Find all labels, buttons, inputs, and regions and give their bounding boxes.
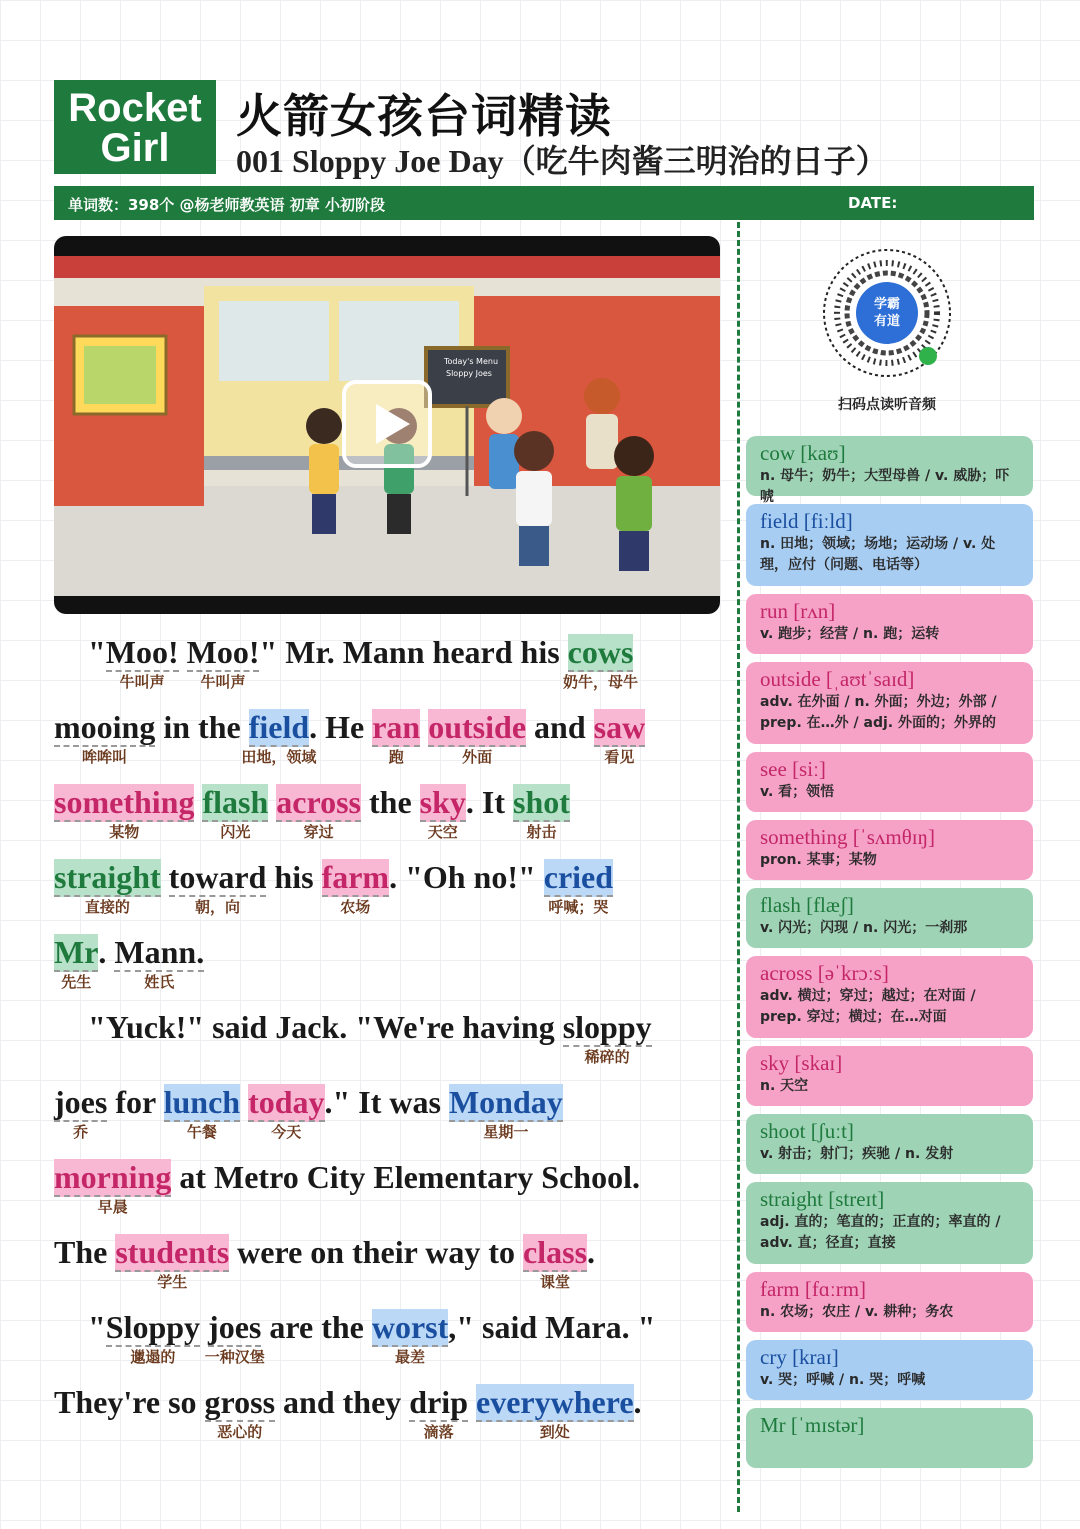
glossed-word[interactable] xyxy=(321,855,390,916)
highlighted-word: shot xyxy=(513,784,570,820)
story-line xyxy=(54,1155,718,1230)
glossed-word[interactable] xyxy=(371,1305,449,1366)
vocab-definition: adv. 在外面 / n. 外面；外边；外部 / prep. 在…外 / adj. 外面的；外界的 xyxy=(760,694,997,731)
vocab-definition: v. 跑步；经营 / n. 跑；运转 xyxy=(760,626,940,642)
underlined-word: joes xyxy=(54,1084,108,1120)
info-bar xyxy=(54,186,1034,220)
logo-line-2: Girl xyxy=(100,126,170,170)
highlighted-word: Monday xyxy=(448,1084,563,1120)
glossed-word[interactable] xyxy=(241,705,317,766)
qr-center-line-1: 学霸 xyxy=(873,297,901,312)
vocab-card[interactable] xyxy=(746,1046,1033,1106)
glossed-word[interactable] xyxy=(593,705,646,766)
glossed-word[interactable] xyxy=(543,855,614,916)
glossed-word[interactable] xyxy=(114,930,205,991)
vocab-definition: n. 农场；农庄 / v. 耕种；务农 xyxy=(760,1304,954,1320)
vocab-headword: across [əˈkrɔːs] xyxy=(760,961,889,985)
vocab-definition: v. 射击；射门；疾驰 / n. 发射 xyxy=(760,1146,954,1162)
vocab-headword: cow [kaʊ] xyxy=(760,441,846,465)
page-title: 火箭女孩台词精读 xyxy=(236,89,612,143)
glossed-word[interactable] xyxy=(276,780,361,841)
story-text-run xyxy=(161,859,169,895)
highlighted-word: farm xyxy=(321,859,390,895)
chinese-gloss: 最差 xyxy=(395,1348,426,1366)
chinese-gloss: 先生 xyxy=(61,973,92,991)
story-text-run: . "Oh no!" xyxy=(389,859,544,895)
vocab-headword: shoot [ʃuːt] xyxy=(760,1119,854,1143)
glossed-word[interactable] xyxy=(475,1380,634,1441)
story-text-run: were on their way to xyxy=(229,1234,524,1270)
story-text-run: "Yuck!" said Jack. "We're having xyxy=(88,1009,563,1045)
glossed-word[interactable] xyxy=(54,855,161,916)
highlighted-word: something xyxy=(54,784,195,820)
chinese-gloss: 姓氏 xyxy=(144,973,175,991)
story-text-run xyxy=(268,784,276,820)
vocab-card[interactable] xyxy=(746,1272,1033,1332)
chinese-gloss: 今天 xyxy=(271,1123,302,1141)
vocab-definition: adv. 横过；穿过；越过；在对面 / prep. 穿过；横过；在…对面 xyxy=(760,988,976,1025)
glossed-word[interactable] xyxy=(419,780,466,841)
story-text-run: are the xyxy=(261,1309,372,1345)
story-line xyxy=(54,705,718,780)
vocab-definition: adj. 直的；笔直的；正直的；率直的 / adv. 直；径直；直接 xyxy=(760,1214,1001,1251)
vocab-card[interactable] xyxy=(746,436,1033,505)
chinese-gloss: 到处 xyxy=(539,1423,570,1441)
highlighted-word: everywhere xyxy=(475,1384,634,1420)
story-line xyxy=(54,855,718,930)
chinese-gloss: 学生 xyxy=(157,1273,188,1291)
chinese-gloss: 稀碎的 xyxy=(584,1048,630,1066)
story-text-run xyxy=(240,1084,248,1120)
story-text-run: ," said Mara. " xyxy=(448,1309,656,1345)
chinese-gloss: 呼喊；哭 xyxy=(548,898,609,916)
underlined-word: Moo! xyxy=(105,634,179,670)
vocab-definition: n. 母牛；奶牛；大型母兽 / v. 威胁；吓唬 xyxy=(760,468,1010,505)
chinese-gloss: 外面 xyxy=(462,748,493,766)
glossed-word[interactable] xyxy=(409,1380,468,1441)
story-line xyxy=(54,1305,718,1380)
story-text-run xyxy=(200,1309,208,1345)
vocab-headword: flash [flæʃ] xyxy=(760,893,854,917)
story-text-run xyxy=(420,709,428,745)
story-text-run xyxy=(179,634,187,670)
chinese-gloss: 牛叫声 xyxy=(200,673,246,691)
glossed-word[interactable] xyxy=(168,855,267,916)
story-text-run: . xyxy=(587,1234,596,1270)
highlighted-word: students xyxy=(115,1234,230,1270)
highlighted-word: straight xyxy=(54,859,161,895)
menu-line-2: Sloppy Joes xyxy=(446,369,492,378)
underlined-word: Mann. xyxy=(114,934,205,970)
highlighted-word: ran xyxy=(372,709,421,745)
vocab-headword: straight [streɪt] xyxy=(760,1187,885,1211)
underlined-word: mooing xyxy=(54,709,156,745)
vocab-headword: run [rʌn] xyxy=(760,599,836,623)
story-text-run: at Metro City Elementary School. xyxy=(171,1159,640,1195)
glossed-word[interactable] xyxy=(562,1005,652,1066)
story-text-run: . xyxy=(98,934,115,970)
highlighted-word: morning xyxy=(54,1159,172,1195)
chinese-gloss: 乔 xyxy=(73,1123,89,1141)
story-text-run: for xyxy=(107,1084,164,1120)
vocab-definition: v. 看；领悟 xyxy=(760,784,835,800)
chinese-gloss: 课堂 xyxy=(540,1273,571,1291)
play-button[interactable] xyxy=(344,382,430,466)
date-label: DATE: xyxy=(848,194,898,212)
qr-caption: 扫码点读听音频 xyxy=(838,397,936,413)
glossed-word[interactable] xyxy=(115,1230,230,1291)
vocab-card[interactable] xyxy=(746,956,1033,1038)
highlighted-word: lunch xyxy=(163,1084,241,1120)
mini-program-icon xyxy=(919,347,937,365)
story-text xyxy=(54,630,718,1455)
story-text-run: in the xyxy=(155,709,249,745)
vocab-headword: Mr [ˈmɪstər] xyxy=(760,1413,865,1437)
highlighted-word: cows xyxy=(567,634,634,670)
story-text-run xyxy=(468,1384,476,1420)
chinese-gloss: 哞哞叫 xyxy=(82,748,128,766)
vocab-definition: v. 哭；呼喊 / n. 哭；呼喊 xyxy=(760,1372,926,1388)
episode-title: 001 Sloppy Joe Day（吃牛肉酱三明治的日子） xyxy=(236,143,888,179)
story-text-run: They're so xyxy=(54,1384,205,1420)
vocab-headword: see [siː] xyxy=(760,757,826,781)
story-text-run: The xyxy=(54,1234,116,1270)
glossed-word[interactable] xyxy=(105,1305,201,1366)
vocab-card[interactable] xyxy=(746,1408,1033,1468)
qr-code[interactable] xyxy=(822,248,952,378)
vocab-card[interactable] xyxy=(746,504,1033,586)
story-text-run: and xyxy=(526,709,594,745)
underlined-word: drip xyxy=(409,1384,468,1420)
vocab-card[interactable] xyxy=(746,752,1033,812)
glossed-word[interactable] xyxy=(54,1080,108,1141)
vocab-headword: outside [ˌaʊtˈsaɪd] xyxy=(760,667,915,691)
glossed-word[interactable] xyxy=(163,1080,241,1141)
vocab-headword: farm [fɑːrm] xyxy=(760,1277,867,1301)
chinese-gloss: 邋遢的 xyxy=(130,1348,176,1366)
glossed-word[interactable] xyxy=(54,780,195,841)
vocab-card[interactable] xyxy=(746,662,1033,744)
vocab-card[interactable] xyxy=(746,888,1033,948)
glossed-word[interactable] xyxy=(54,1155,172,1216)
story-text-run: . xyxy=(633,1384,642,1420)
highlighted-word: field xyxy=(248,709,310,745)
story-text-run: ." It was xyxy=(324,1084,449,1120)
highlighted-word: across xyxy=(276,784,361,820)
story-text-run: the xyxy=(360,784,420,820)
glossed-word[interactable] xyxy=(372,705,421,766)
highlighted-word: outside xyxy=(428,709,527,745)
highlighted-word: flash xyxy=(202,784,269,820)
story-line xyxy=(54,930,718,1005)
story-text-run xyxy=(194,784,202,820)
glossed-word[interactable] xyxy=(523,1230,588,1291)
rocket-girl-logo xyxy=(54,80,216,174)
video-player[interactable] xyxy=(54,236,720,614)
glossed-word[interactable] xyxy=(513,780,570,841)
vocab-headword: field [fiːld] xyxy=(760,509,853,533)
vocab-definition: v. 闪光；闪现 / n. 闪光；一刹那 xyxy=(760,920,968,936)
vocab-definition: n. 天空 xyxy=(760,1078,809,1094)
vocab-card[interactable] xyxy=(746,594,1033,654)
glossed-word[interactable] xyxy=(202,780,269,841)
cartoon-scene-thumbnail xyxy=(54,256,720,596)
story-text-run: " xyxy=(88,634,106,670)
vocab-card-list xyxy=(746,436,1033,1476)
chinese-gloss: 天空 xyxy=(427,823,458,841)
highlighted-word: cried xyxy=(543,859,614,895)
story-line xyxy=(54,780,718,855)
menu-line-1: Today's Menu xyxy=(444,357,499,366)
logo-line-1: Rocket xyxy=(68,86,202,130)
chinese-gloss: 早晨 xyxy=(97,1198,128,1216)
story-text-run: his xyxy=(266,859,322,895)
glossed-word[interactable] xyxy=(248,1080,325,1141)
underlined-word: toward xyxy=(168,859,267,895)
chinese-gloss: 滴落 xyxy=(423,1423,454,1441)
highlighted-word: saw xyxy=(593,709,646,745)
story-line xyxy=(54,1005,718,1080)
chinese-gloss: 田地，领域 xyxy=(241,748,317,766)
vocab-card[interactable] xyxy=(746,1114,1033,1174)
glossed-word[interactable] xyxy=(563,630,639,691)
column-divider xyxy=(737,222,740,1512)
chinese-gloss: 某物 xyxy=(109,823,140,841)
chinese-gloss: 一种汉堡 xyxy=(204,1348,265,1366)
chinese-gloss: 朝，向 xyxy=(195,898,241,916)
glossed-word[interactable] xyxy=(204,1380,276,1441)
glossed-word[interactable] xyxy=(54,930,99,991)
vocab-headword: cry [kraɪ] xyxy=(760,1345,839,1369)
story-text-run: and they xyxy=(275,1384,410,1420)
chinese-gloss: 农场 xyxy=(340,898,371,916)
story-text-run: " xyxy=(88,1309,106,1345)
glossed-word[interactable] xyxy=(428,705,527,766)
story-line xyxy=(54,1230,718,1305)
highlighted-word: today xyxy=(248,1084,325,1120)
underlined-word: joes xyxy=(208,1309,262,1345)
chinese-gloss: 午餐 xyxy=(186,1123,217,1141)
glossed-word[interactable] xyxy=(448,1080,563,1141)
vocab-definition: n. 田地；领域；场地；运动场 / v. 处理，应付（问题、电话等） xyxy=(760,536,996,573)
underlined-word: Moo! xyxy=(186,634,260,670)
chinese-gloss: 穿过 xyxy=(303,823,334,841)
underlined-word: sloppy xyxy=(562,1009,652,1045)
story-line xyxy=(54,630,718,705)
glossed-word[interactable] xyxy=(105,630,179,691)
story-line xyxy=(54,1080,718,1155)
story-text-run: . He xyxy=(309,709,373,745)
chinese-gloss: 奶牛，母牛 xyxy=(563,673,639,691)
glossed-word[interactable] xyxy=(186,630,260,691)
underlined-word: gross xyxy=(204,1384,276,1420)
chinese-gloss: 跑 xyxy=(388,748,404,766)
vocab-card[interactable] xyxy=(746,1182,1033,1264)
vocab-card[interactable] xyxy=(746,1340,1033,1400)
glossed-word[interactable] xyxy=(54,705,156,766)
story-text-run: " Mr. Mann heard his xyxy=(259,634,568,670)
story-text-run: . It xyxy=(465,784,513,820)
chinese-gloss: 恶心的 xyxy=(217,1423,263,1441)
word-count-meta: 单词数：398个 @杨老师教英语 初章 小初阶段 xyxy=(68,196,385,214)
story-line xyxy=(54,1380,718,1455)
vocab-headword: sky [skaɪ] xyxy=(760,1051,843,1075)
vocab-definition: pron. 某事；某物 xyxy=(760,852,877,868)
vocab-card[interactable] xyxy=(746,820,1033,880)
vocab-headword: something [ˈsʌmθɪŋ] xyxy=(760,825,936,849)
chinese-gloss: 射击 xyxy=(526,823,557,841)
glossed-word[interactable] xyxy=(204,1305,265,1366)
highlighted-word: Mr xyxy=(54,934,99,970)
highlighted-word: class xyxy=(523,1234,588,1270)
highlighted-word: sky xyxy=(419,784,466,820)
qr-center-line-2: 有道 xyxy=(873,314,901,329)
chinese-gloss: 牛叫声 xyxy=(119,673,165,691)
underlined-word: Sloppy xyxy=(105,1309,201,1345)
chinese-gloss: 看见 xyxy=(604,748,635,766)
chinese-gloss: 闪光 xyxy=(220,823,251,841)
highlighted-word: worst xyxy=(371,1309,449,1345)
chinese-gloss: 直接的 xyxy=(84,898,130,916)
chinese-gloss: 星期一 xyxy=(483,1123,529,1141)
